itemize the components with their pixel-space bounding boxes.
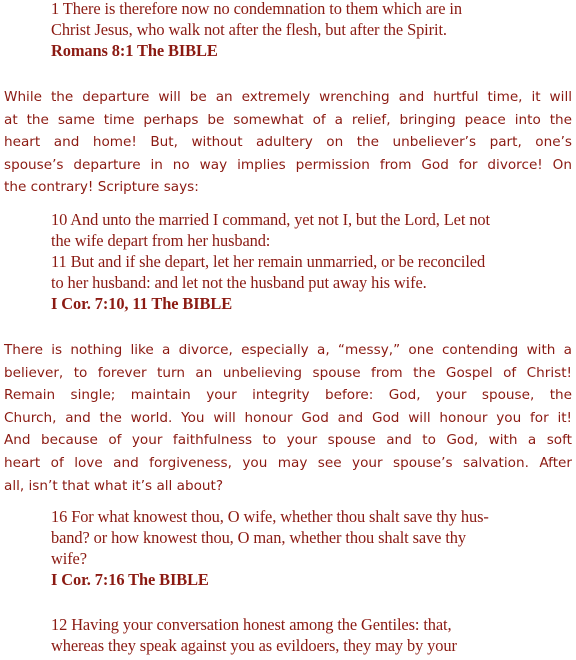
paragraph-line: Remain single; maintain your integrity before: God, your spouse, the	[4, 387, 572, 404]
paragraph-line: believer, to forever turn an unbelieving spouse from the Gospel of Christ!	[4, 364, 572, 381]
body-paragraph-departure	[4, 86, 572, 199]
scripture-quote-verse-12	[51, 614, 571, 656]
quote-line: band? or how knowest thou, O man, whether thou shalt save thy	[51, 528, 466, 547]
paragraph-line: at the same time perhaps be somewhat of a relief, bringing peace into the	[4, 111, 572, 128]
paragraph-line: And because of your faithfulness to your spouse and to God, with a soft	[4, 432, 572, 449]
paragraph-line: While the departure will be an extremely wrenching and hurtful time, it will	[4, 89, 572, 105]
quote-line: 12 Having your conversation honest among the Gentiles: that,	[51, 615, 452, 634]
scripture-reference: I Cor. 7:10, 11 The BIBLE	[51, 294, 233, 313]
scripture-reference: Romans 8:1 The BIBLE	[51, 41, 218, 60]
paragraph-line: heart and home! But, without adultery on the unbeliever’s part, one’s	[4, 134, 572, 151]
quote-line: 11 But and if she depart, let her remain unmarried, or be reconciled	[51, 252, 486, 271]
scripture-quote-1-cor-7-10-11	[51, 209, 571, 314]
scripture-quote-1-cor-7-16	[51, 506, 571, 590]
quote-line: Christ Jesus, who walk not after the flesh, but after the Spirit.	[51, 20, 447, 39]
paragraph-line: all, isn’t that what it’s all about?	[4, 477, 224, 494]
paragraph-line: Church, and the world. You will honour God and God will honour you for it!	[4, 409, 572, 426]
quote-line: 10 And unto the married I command, yet not I, but the Lord, Let not	[51, 210, 490, 229]
quote-line: wife?	[51, 549, 87, 568]
paragraph-line: heart of love and forgiveness, you may see your spouse’s salvation. After	[4, 454, 572, 471]
paragraph-line: There is nothing like a divorce, especially a, “messy,” one contending with a	[4, 342, 572, 358]
quote-line: to her husband: and let not the husband put away his wife.	[51, 273, 427, 292]
quote-line: 16 For what knowest thou, O wife, whether thou shalt save thy hus-	[51, 507, 489, 526]
quote-line: whereas they speak against you as evildoers, they may by your	[51, 636, 457, 655]
paragraph-line: the contrary! Scripture says:	[4, 179, 199, 196]
scripture-reference: I Cor. 7:16 The BIBLE	[51, 570, 209, 589]
scripture-quote-romans-8-1	[51, 0, 571, 61]
body-paragraph-divorce	[4, 339, 572, 497]
quote-line: 1 There is therefore now no condemnation to them which are in	[51, 0, 462, 18]
paragraph-line: spouse’s departure in no way implies permission from God for divorce! On	[4, 156, 572, 173]
quote-line: the wife depart from her husband:	[51, 231, 271, 250]
